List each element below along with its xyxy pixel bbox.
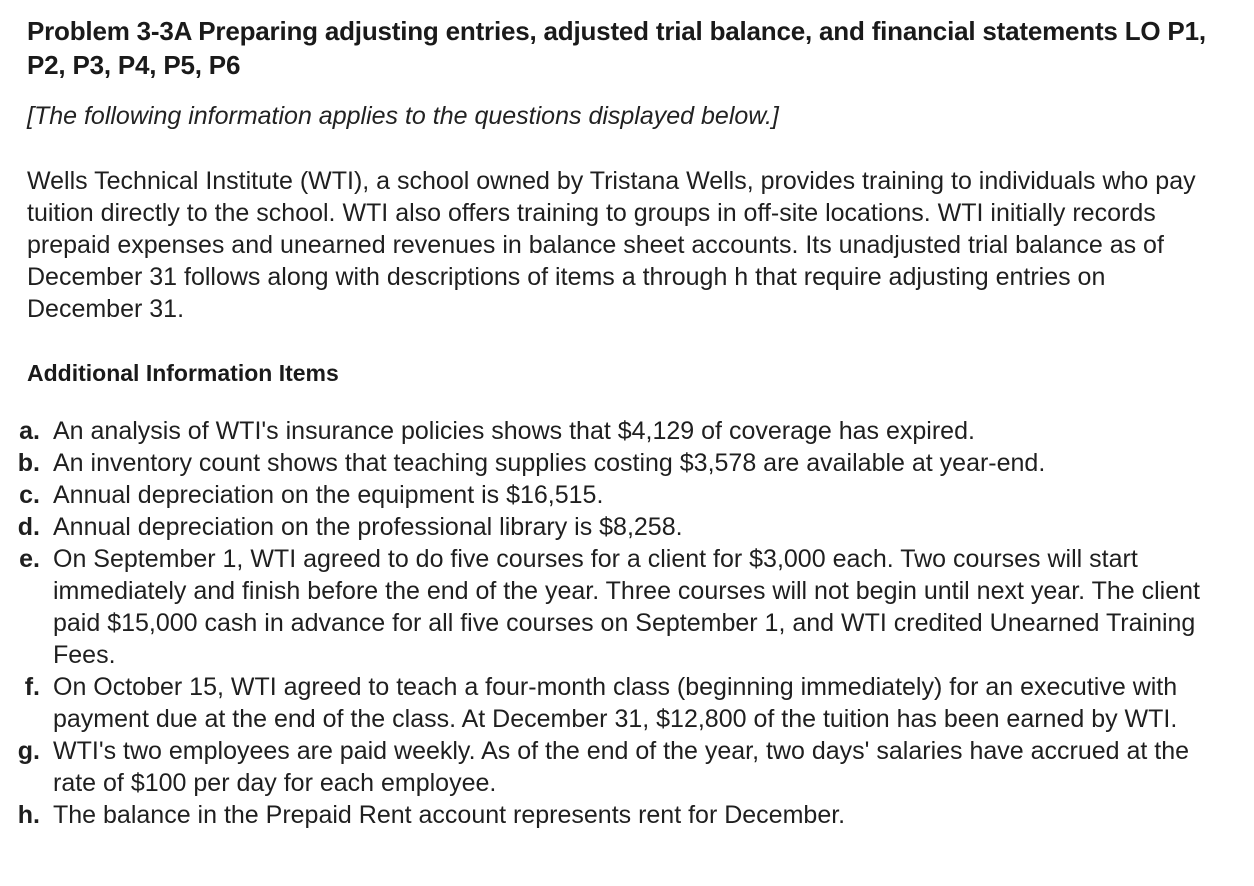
item-marker: h. [17, 801, 40, 829]
item-text: Annual depreciation on the equipment is $16,515. [53, 481, 604, 509]
item-text: The balance in the Prepaid Rent account represents rent for December. [53, 801, 846, 829]
list-item [0, 511, 1200, 543]
list-item [0, 447, 1200, 479]
item-marker: c. [19, 481, 40, 509]
item-marker: d. [17, 513, 40, 541]
item-text: On October 15, WTI agreed to teach a four-month class (beginning immediately) for an executive with payment due at the end of the class. At December 31, $12,800 of the tuition has been earned by WTI. [53, 673, 1178, 733]
item-marker: a. [19, 417, 40, 445]
item-text: On September 1, WTI agreed to do five courses for a client for $3,000 each. Two courses will start immediately and finish before the end of the year. Three courses will not begin until next year. The client paid $15,000 cash in advance for all five courses on September 1, and WTI credited Unearned Training Fees. [53, 545, 1200, 669]
item-marker: e. [19, 545, 40, 573]
list-item [0, 479, 1200, 511]
problem-title: Problem 3-3A Preparing adjusting entries, adjusted trial balance, and financial statements LO P1, P2, P3, P4, P5, P6 [27, 16, 1206, 80]
additional-info-heading: Additional Information Items [27, 360, 339, 386]
item-marker: f. [24, 673, 40, 701]
item-text: Annual depreciation on the professional library is $8,258. [53, 513, 683, 541]
intro-note: [The following information applies to the questions displayed below.] [27, 102, 779, 130]
list-item [0, 415, 1200, 447]
list-item [0, 671, 1200, 735]
list-item [0, 799, 1200, 831]
additional-info-list [0, 415, 1200, 831]
item-marker: b. [17, 449, 40, 477]
problem-description: Wells Technical Institute (WTI), a school owned by Tristana Wells, provides training to individuals who pay tuition directly to the school. WTI also offers training to groups in off-site locations. WTI initially records prepaid expenses and unearned revenues in balance sheet accounts. Its unadjusted trial balance as of December 31 follows along with descriptions of items a through h that require adjusting entries on December 31. [27, 167, 1196, 323]
problem-page [17, 14, 1227, 831]
item-text: WTI's two employees are paid weekly. As of the end of the year, two days' salaries have accrued at the rate of $100 per day for each employee. [53, 737, 1190, 797]
item-marker: g. [17, 737, 40, 765]
list-item [0, 543, 1200, 671]
item-text: An analysis of WTI's insurance policies shows that $4,129 of coverage has expired. [53, 417, 975, 445]
list-item [0, 735, 1200, 799]
item-text: An inventory count shows that teaching supplies costing $3,578 are available at year-end. [53, 449, 1046, 477]
